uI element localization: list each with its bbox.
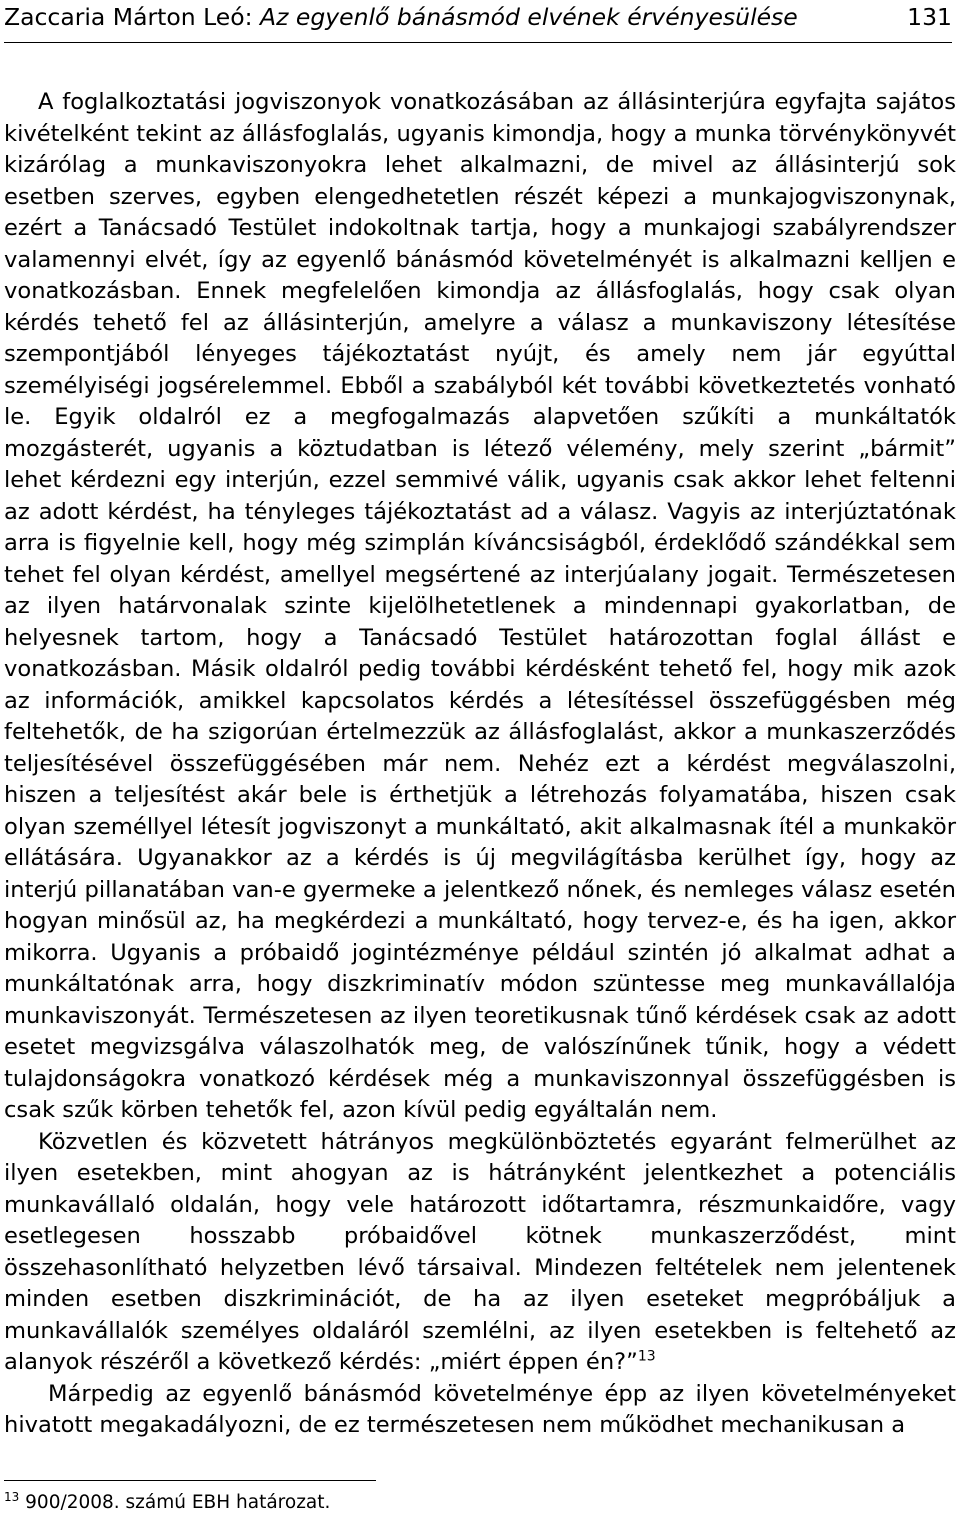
paragraph — [4, 1379, 956, 1442]
footnote-text: 900/2008. számú EBH határozat. — [19, 1492, 331, 1513]
header-author-title — [4, 2, 798, 32]
header-author: Zaccaria Márton Leó: — [4, 3, 260, 31]
footnote-number: 13 — [4, 1489, 20, 1504]
body-text — [4, 87, 956, 1442]
paragraph — [4, 1127, 956, 1379]
footnote-reference: 13 — [637, 1348, 656, 1365]
page-number: 131 — [907, 3, 952, 31]
footnote — [4, 1490, 330, 1516]
running-header — [4, 0, 952, 43]
paragraph-text: Közvetlen és közvetett hátrányos megkülönböztetés egyaránt felmerülhet az ilyen esetekben, mint ahogyan az is hátrányként jelentkezhet a potenciális munkavállaló oldalán, hogy vele határozott időtartamra, részmunkaidőre, vagy esetlegesen hosszabb próbaidővel kötnek munkaszerződést, mint összehasonlítható helyzetben lévő társaival. Mindezen feltételek nem jelentenek minden esetben diszkriminációt, de ha az ilyen eseteket megpróbáljuk a munkavállalók személyes oldaláról szemlélni, az ilyen esetekben is feltehető az alanyok részéről a következő kérdés: „miért éppen én?” — [4, 1128, 956, 1375]
paragraph-text: Márpedig az egyenlő bánásmód követelménye épp az ilyen követelményeket hivatott megakadályozni, de ez természetesen nem működhet mechanikusan a — [4, 1380, 956, 1438]
paragraph-text: A foglalkoztatási jogviszonyok vonatkozásában az állásinterjúra egyfajta sajátos kivételként tekint az állásfoglalás, ugyanis kimondja, hogy a munka törvénykönyvét kizárólag a munkaviszonyokra lehet alkalmazni, de mivel az állásinterjú sok esetben szerves, egyben elengedhetetlen részét képezi a munkajogviszonynak, ezért a Tanácsadó Testület indokoltnak tartja, hogy a munkajogi szabályrendszer valamennyi elvét, így az egyenlő bánásmód követelményét is alkalmazni kelljen e vonatkozásban. Ennek megfelelően kimondja az állásfoglalás, hogy csak olyan kérdés tehető fel az állásinterjún, amelyre a válasz a munkaviszony létesítése szempontjából lényeges tájékoztatást nyújt, és amely nem jár egyúttal személyiségi jogsérelemmel. Ebből a szabályból két további következtetés vonható le. Egyik oldalról ez a megfogalmazás alapvetően szűkíti a munkáltatók mozgásterét, ugyanis a köztudatban is létező vélemény, mely szerint „bármit” lehet kérdezni egy interjún, ezzel semmivé válik, ugyanis csak akkor lehet feltenni az adott kérdést, ha tényleges tájékoztatást ad a válasz. Vagyis az interjúztatónak arra is figyelnie kell, hogy még szimplán kíváncsiságból, érdeklődő szándékkal sem tehet fel olyan kérdést, amellyel megsértené az interjúalany jogait. Természetesen az ilyen határvonalak szinte kijelölhetetlenek a mindennapi gyakorlatban, de helyesnek tartom, hogy a Tanácsadó Testület határozottan foglal állást e vonatkozásban. Másik oldalról pedig további kérdésként tehető fel, hogy mik azok az információk, amikkel kapcsolatos kérdés a létesítéssel összefüggésben még feltehetők, de ha szigorúan értelmezzük az állásfoglalást, akkor a munkaszerződés teljesítésével összefüggésében már nem. Nehéz ezt a kérdést megválaszolni, hiszen a teljesítést akár bele is érthetjük a létrehozás folyamatába, hiszen csak olyan személlyel létesít jogviszonyt a munkáltató, akit alkalmasnak ítél a munkakör ellátására. Ugyanakkor az a kérdés is új megvilágításba kerülhet így, hogy az interjú pillanatában van-e gyermeke a jelentkező nőnek, és nemleges válasz esetén hogyan minősül az, ha megkérdezi a munkáltató, hogy tervez-e, és ha igen, akkor mikorra. Ugyanis a próbaidő jogintézménye például szintén jó alkalmat adhat a munkáltatónak arra, hogy diszkriminatív módon szüntesse meg munkavállalója munkaviszonyát. Természetesen az ilyen teoretikusnak tűnő kérdések csak az adott esetet megvizsgálva válaszolhatók meg, de valószínűnek tűnik, hogy a védett tulajdonságokra vonatkozó kérdések még a munkaviszonnyal összefüggésben is csak szűk körben tehetők fel, azon kívül pedig egyáltalán nem. — [4, 89, 956, 1123]
paragraph — [4, 87, 956, 1127]
footnote-divider — [4, 1480, 376, 1481]
header-title: Az egyenlő bánásmód elvének érvényesülése — [260, 3, 798, 31]
